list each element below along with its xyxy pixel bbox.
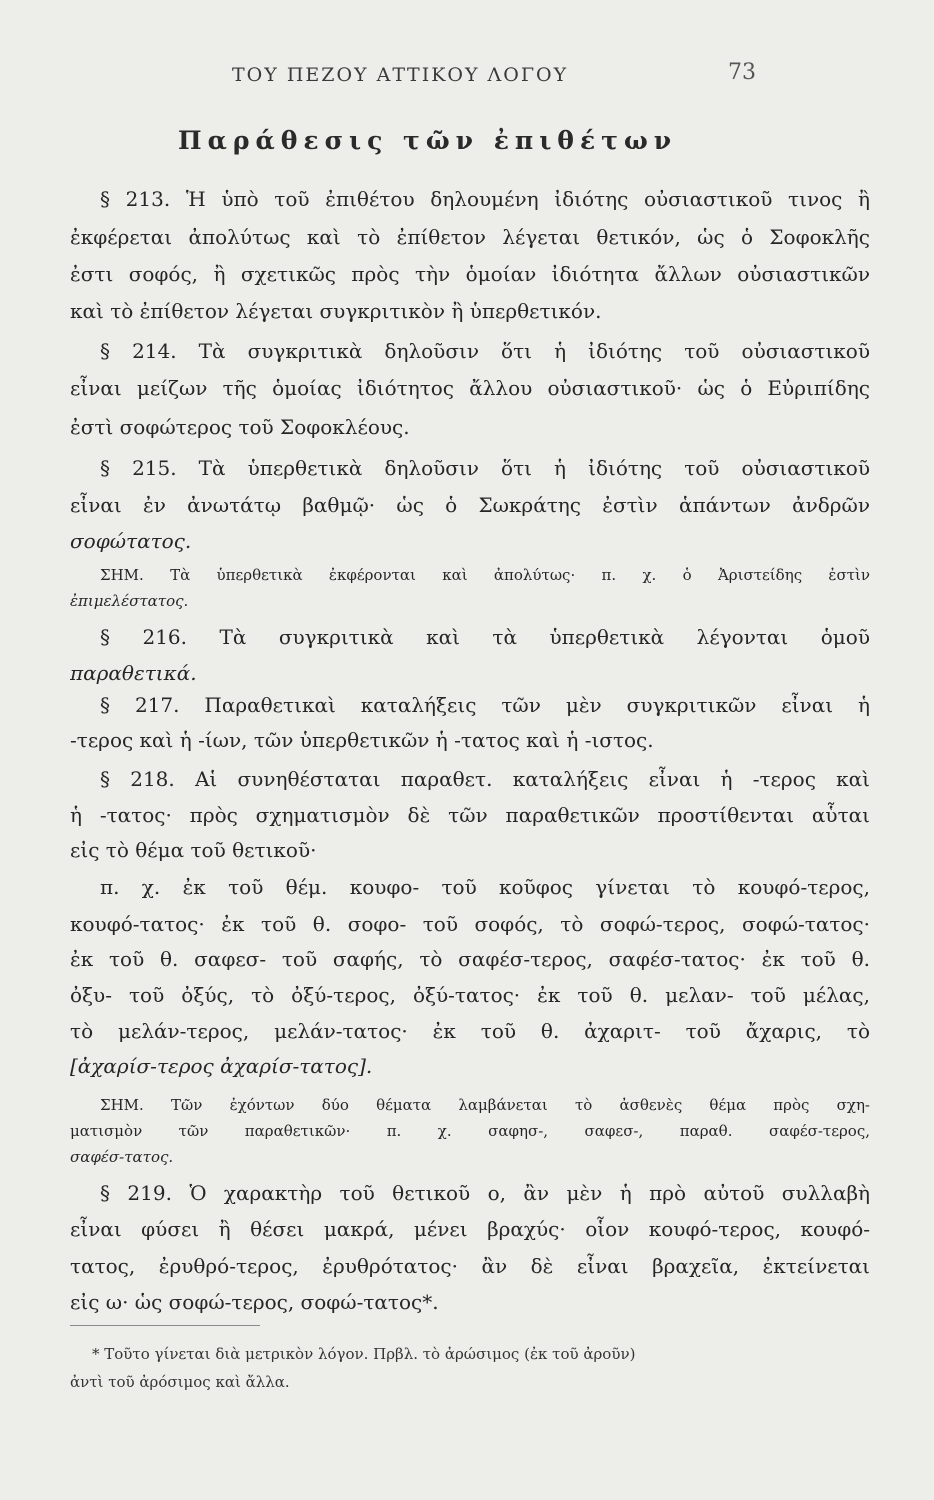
para-218-line-2: ἡ -τατος· πρὸς σχηματισμὸν δὲ τῶν παραθετικῶν προστίθενται αὗται [70,803,870,827]
note-218-line-3: σαφέσ-τατος. [70,1148,174,1166]
para-213-line-1: § 213. Ἡ ὑπὸ τοῦ ἐπιθέτου δηλουμένη ἰδιότης οὐσιαστικοῦ τινος ἢ [100,187,870,211]
para-217-line-1: § 217. Παραθετικαὶ καταλήξεις τῶν μὲν συγκριτικῶν εἶναι ἡ [100,693,870,717]
para-215-line-3: σοφώτατος. [70,529,192,553]
para-217-line-2: -τερος καὶ ἡ -ίων, τῶν ὑπερθετικῶν ἡ -τατος καὶ ἡ -ιστος. [70,728,654,752]
para-219-line-4: εἰς ω· ὡς σοφώ-τερος, σοφώ-τατος*. [70,1290,439,1314]
note-215-line-1: ΣΗΜ. Τὰ ὑπερθετικὰ ἐκφέρονται καὶ ἀπολύτως· π. χ. ὁ Ἀριστείδης ἐστὶν [100,566,870,584]
para-215-line-2: εἶναι ἐν ἀνωτάτῳ βαθμῷ· ὡς ὁ Σωκράτης ἐστὶν ἁπάντων ἀνδρῶν [70,493,870,517]
footnote-line-2: ἀντὶ τοῦ ἀρόσιμος καὶ ἄλλα. [70,1373,290,1391]
footnote-line-1: * Τοῦτο γίνεται διὰ μετρικὸν λόγον. Πρβλ. τὸ ἀρώσιμος (ἐκ τοῦ ἀροῦν) [92,1345,636,1363]
note-218-line-1: ΣΗΜ. Τῶν ἐχόντων δύο θέματα λαμβάνεται τὸ ἀσθενὲς θέμα πρὸς σχη- [100,1096,870,1114]
para-214-line-1: § 214. Τὰ συγκριτικὰ δηλοῦσιν ὅτι ἡ ἰδιότης τοῦ οὐσιαστικοῦ [100,339,870,363]
para-213-line-3: ἐστι σοφός, ἢ σχετικῶς πρὸς τὴν ὁμοίαν ἰδιότητα ἄλλων οὐσιαστικῶν [70,262,870,286]
para-216-line-1: § 216. Τὰ συγκριτικὰ καὶ τὰ ὑπερθετικὰ λέγονται ὁμοῦ [100,625,870,649]
para-213-line-4: καὶ τὸ ἐπίθετον λέγεται συγκριτικὸν ἢ ὑπερθετικόν. [70,299,602,323]
para-219-line-1: § 219. Ὁ χαρακτὴρ τοῦ θετικοῦ ο, ἂν μὲν ἡ πρὸ αὐτοῦ συλλαβὴ [100,1181,870,1205]
para-218-line-3: εἰς τὸ θέμα τοῦ θετικοῦ· [70,838,317,862]
para-214-line-3: ἐστὶ σοφώτερος τοῦ Σοφοκλέους. [70,415,410,439]
para-213-line-2: ἐκφέρεται ἀπολύτως καὶ τὸ ἐπίθετον λέγεται θετικόν, ὡς ὁ Σοφοκλῆς [70,225,870,249]
para-219-line-3: τατος, ἐρυθρό-τερος, ἐρυθρότατος· ἂν δὲ εἶναι βραχεῖα, ἐκτείνεται [70,1254,870,1278]
para-218-line-6: ἐκ τοῦ θ. σαφεσ- τοῦ σαφής, τὸ σαφέσ-τερος, σαφέσ-τατος· ἐκ τοῦ θ. [70,947,870,971]
para-215-line-1: § 215. Τὰ ὑπερθετικὰ δηλοῦσιν ὅτι ἡ ἰδιότης τοῦ οὐσιαστικοῦ [100,456,870,480]
para-216-line-2: παραθετικά. [70,661,197,685]
para-218-line-4: π. χ. ἐκ τοῦ θέμ. κουφο- τοῦ κοῦφος γίνεται τὸ κουφό-τερος, [100,875,870,899]
para-218-line-9: [ἀχαρίσ-τερος ἀχαρίσ-τατος]. [70,1054,373,1078]
running-title: ΤΟΥ ΠΕΖΟΥ ΑΤΤΙΚΟΥ ΛΟΓΟΥ [232,64,569,86]
para-218-line-1: § 218. Αἱ συνηθέσταται παραθετ. καταλήξεις εἶναι ἡ -τερος καὶ [100,767,870,791]
page-number: 73 [728,60,756,85]
para-218-line-5: κουφό-τατος· ἐκ τοῦ θ. σοφο- τοῦ σοφός, τὸ σοφώ-τερος, σοφώ-τατος· [70,912,870,936]
note-218-line-2: ματισμὸν τῶν παραθετικῶν· π. χ. σαφησ-, σαφεσ-, παραθ. σαφέσ-τερος, [70,1122,870,1140]
para-214-line-2: εἶναι μείζων τῆς ὁμοίας ἰδιότητος ἄλλου οὐσιαστικοῦ· ὡς ὁ Εὐριπίδης [70,376,870,400]
footnote-rule [70,1325,260,1326]
para-219-line-2: εἶναι φύσει ἢ θέσει μακρά, μένει βραχύς· οἷον κουφό-τερος, κουφό- [70,1217,870,1241]
para-218-line-8: τὸ μελάν-τερος, μελάν-τατος· ἐκ τοῦ θ. ἀχαριτ- τοῦ ἄχαρις, τὸ [70,1019,870,1043]
para-218-line-7: ὀξυ- τοῦ ὀξύς, τὸ ὀξύ-τερος, ὀξύ-τατος· ἐκ τοῦ θ. μελαν- τοῦ μέλας, [70,983,870,1007]
note-215-line-2: ἐπιμελέστατος. [70,592,189,610]
section-title: Παράθεσις τῶν ἐπιθέτων [178,126,678,155]
